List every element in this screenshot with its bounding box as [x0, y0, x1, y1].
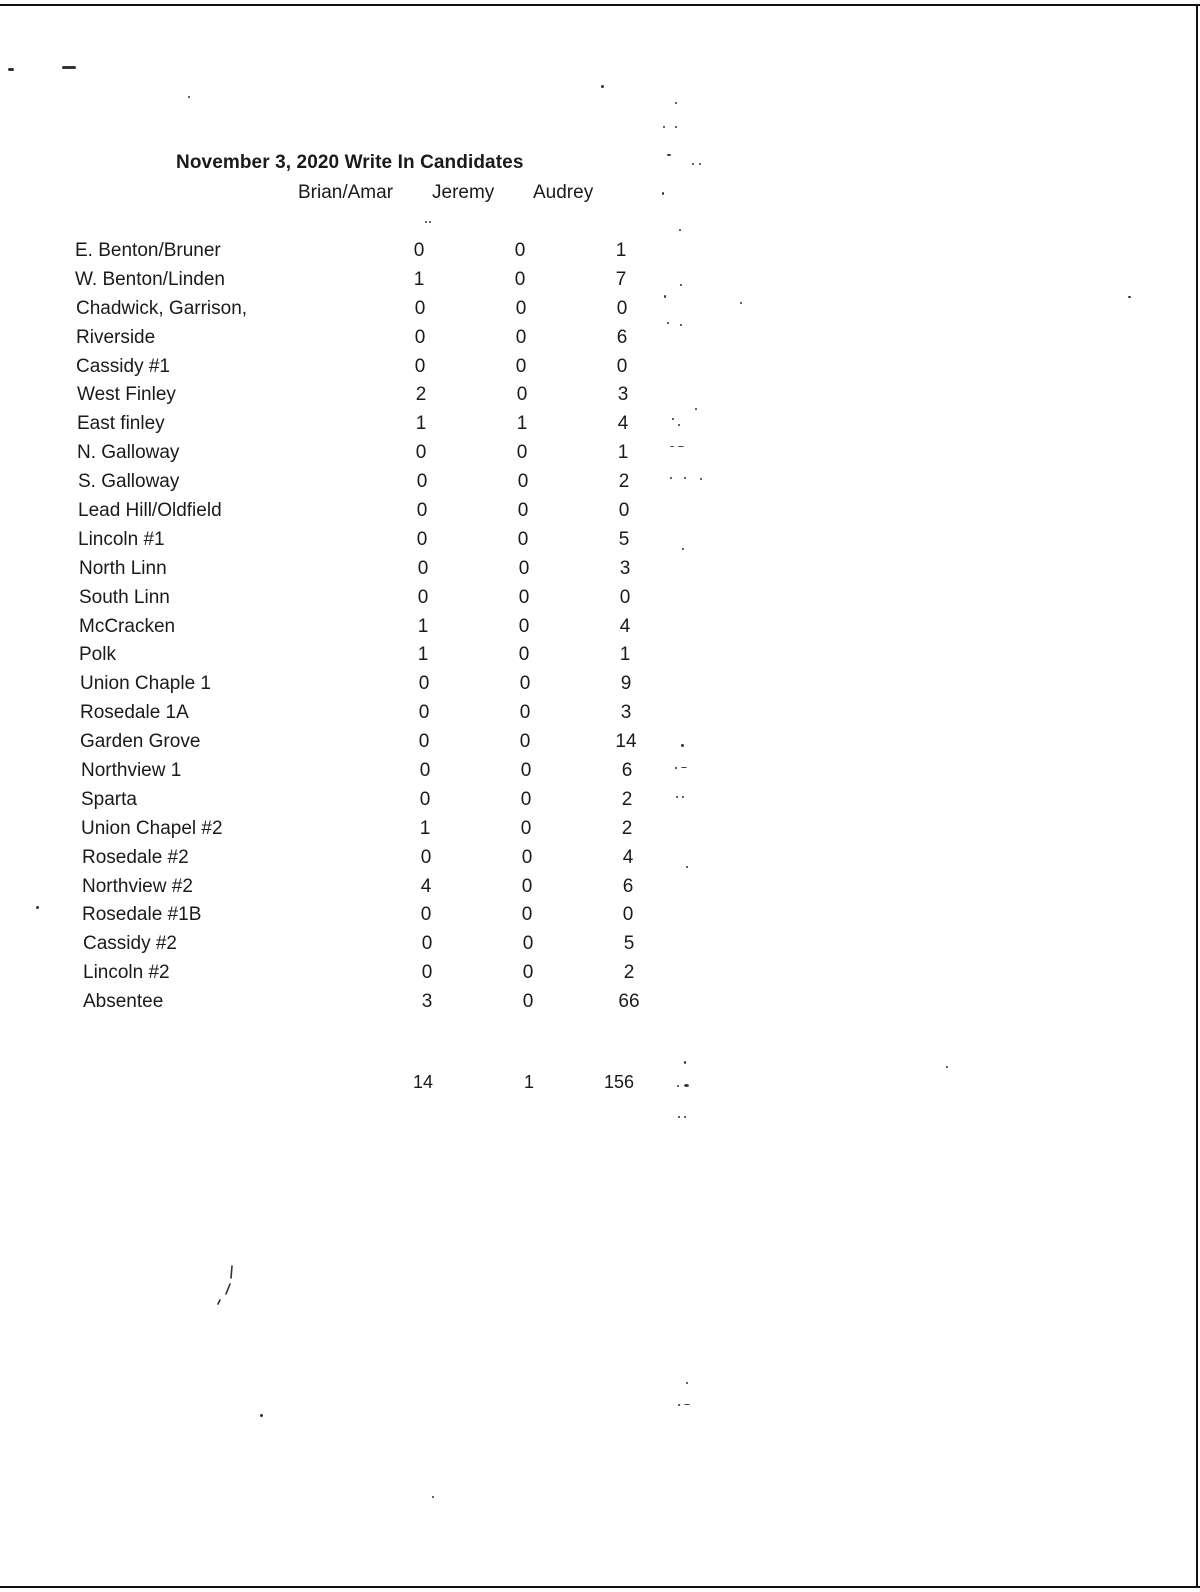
scan-speck — [667, 154, 671, 156]
scan-speck — [36, 906, 39, 909]
jeremy-count: 0 — [520, 788, 532, 810]
jeremy-count: 0 — [521, 875, 533, 897]
table-row — [0, 327, 760, 356]
precinct-name: Union Chaple 1 — [80, 673, 211, 695]
brian-amar-count: 1 — [419, 817, 431, 839]
precinct-name: West Finley — [77, 384, 176, 406]
jeremy-count: 0 — [518, 615, 530, 637]
brian-amar-count: 1 — [413, 268, 425, 290]
audrey-count: 4 — [619, 615, 631, 637]
scan-speck — [260, 1414, 263, 1417]
precinct-name: S. Galloway — [78, 471, 180, 493]
scan-speck — [684, 1404, 690, 1405]
table-row — [0, 673, 760, 702]
brian-amar-count: 2 — [415, 384, 427, 406]
precinct-name: Rosedale 1A — [80, 702, 189, 724]
audrey-count: 0 — [616, 297, 628, 319]
scan-speck — [678, 446, 684, 447]
page-border-top — [0, 4, 1200, 6]
audrey-count: 4 — [617, 413, 629, 435]
scan-speck — [663, 126, 665, 128]
column-header-brian-amar: Brian/Amar — [298, 182, 394, 203]
scan-speck — [188, 96, 190, 98]
brian-amar-count: 0 — [414, 297, 426, 319]
brian-amar-count: 0 — [420, 904, 432, 926]
jeremy-count: 0 — [519, 702, 531, 724]
brian-amar-count: 0 — [416, 500, 428, 522]
audrey-count: 6 — [616, 326, 628, 348]
table-row — [0, 471, 760, 500]
totals-row — [0, 1072, 760, 1098]
audrey-count: 6 — [622, 875, 634, 897]
audrey-count: 3 — [619, 557, 631, 579]
table-row — [0, 384, 760, 413]
precinct-name: South Linn — [79, 586, 170, 608]
scan-speck — [946, 1066, 948, 1068]
total-brian-amar: 14 — [412, 1072, 434, 1092]
scan-speck — [695, 408, 697, 410]
jeremy-count: 0 — [520, 817, 532, 839]
audrey-count: 1 — [615, 240, 627, 261]
audrey-count: 14 — [615, 731, 637, 753]
scan-speck — [684, 1084, 689, 1087]
audrey-count: 5 — [618, 528, 630, 550]
brian-amar-count: 0 — [421, 962, 433, 984]
scan-speck — [700, 478, 702, 480]
audrey-count: 0 — [616, 355, 628, 377]
table-row — [0, 558, 760, 587]
table-row — [0, 500, 760, 529]
scan-speck — [670, 477, 672, 479]
scan-speck — [425, 221, 427, 223]
scan-speck — [677, 1085, 679, 1087]
brian-amar-count: 0 — [414, 355, 426, 377]
audrey-count: 2 — [621, 817, 633, 839]
audrey-count: 1 — [619, 644, 631, 666]
table-row — [0, 818, 760, 847]
audrey-count: 0 — [618, 500, 630, 522]
scan-speck — [8, 68, 14, 71]
brian-amar-count: 0 — [419, 760, 431, 782]
table-row — [0, 876, 760, 905]
jeremy-count: 0 — [517, 500, 529, 522]
precinct-name: Lincoln #1 — [78, 528, 165, 550]
precinct-name: East finley — [77, 413, 165, 435]
audrey-count: 2 — [618, 471, 630, 493]
audrey-count: 0 — [619, 586, 631, 608]
precinct-name: Garden Grove — [80, 731, 201, 753]
page-border-bottom — [0, 1586, 1200, 1588]
precinct-name: Sparta — [81, 788, 137, 810]
jeremy-count: 0 — [517, 471, 529, 493]
scan-speck — [684, 1061, 686, 1064]
scan-speck — [682, 796, 684, 798]
jeremy-count: 0 — [519, 673, 531, 695]
brian-amar-count: 1 — [417, 644, 429, 666]
audrey-count: 6 — [621, 760, 633, 782]
table-row — [0, 442, 760, 471]
precinct-name: Cassidy #1 — [76, 355, 170, 377]
brian-amar-count: 0 — [418, 702, 430, 724]
audrey-count: 3 — [617, 384, 629, 406]
jeremy-count: 0 — [519, 731, 531, 753]
audrey-count: 1 — [617, 442, 629, 464]
scan-speck — [675, 767, 677, 769]
scan-speck — [682, 548, 684, 550]
jeremy-count: 1 — [516, 413, 528, 435]
brian-amar-count: 0 — [416, 528, 428, 550]
scan-speck — [432, 1496, 434, 1498]
table-row — [0, 991, 760, 1020]
page-border-right — [1196, 4, 1198, 1588]
jeremy-count: 0 — [521, 904, 533, 926]
table-row — [0, 616, 760, 645]
table-row — [0, 269, 760, 298]
brian-amar-count: 1 — [417, 615, 429, 637]
scan-speck — [740, 302, 742, 304]
brian-amar-count: 0 — [416, 471, 428, 493]
scan-speck — [670, 446, 674, 447]
total-audrey: 156 — [603, 1072, 635, 1092]
audrey-count: 9 — [620, 673, 632, 695]
table-row — [0, 760, 760, 789]
scan-speck — [678, 424, 680, 426]
jeremy-count: 0 — [520, 760, 532, 782]
jeremy-count: 0 — [515, 355, 527, 377]
scan-speck — [676, 796, 678, 798]
scan-speck — [692, 163, 694, 165]
audrey-count: 0 — [622, 904, 634, 926]
jeremy-count: 0 — [521, 846, 533, 868]
scan-speck — [662, 192, 664, 195]
table-row — [0, 240, 760, 269]
precinct-name: Union Chapel #2 — [81, 817, 223, 839]
table-row — [0, 789, 760, 818]
brian-amar-count: 1 — [415, 413, 427, 435]
total-jeremy: 1 — [523, 1072, 534, 1092]
brian-amar-count: 3 — [421, 991, 433, 1013]
document-title: November 3, 2020 Write In Candidates — [176, 152, 524, 173]
audrey-count: 4 — [622, 846, 634, 868]
precinct-name: Polk — [79, 644, 116, 666]
scan-speck — [681, 767, 687, 768]
scan-speck — [675, 126, 677, 128]
scan-speck — [1128, 296, 1131, 298]
brian-amar-count: 0 — [417, 586, 429, 608]
brian-amar-count: 0 — [415, 442, 427, 464]
scan-speck — [678, 1116, 680, 1118]
table-row — [0, 904, 760, 933]
brian-amar-count: 0 — [420, 846, 432, 868]
jeremy-count: 0 — [514, 240, 526, 261]
scan-speck — [686, 1382, 688, 1384]
audrey-count: 3 — [620, 702, 632, 724]
precinct-name: Cassidy #2 — [83, 933, 177, 955]
precinct-name: E. Benton/Bruner — [75, 240, 221, 261]
scan-speck — [667, 322, 669, 324]
scan-speck — [601, 85, 604, 88]
table-row — [0, 644, 760, 673]
jeremy-count: 0 — [515, 326, 527, 348]
scan-speck — [664, 295, 666, 298]
scan-speck — [699, 163, 701, 165]
scan-speck — [686, 866, 688, 868]
scan-speck — [681, 744, 684, 747]
scan-speck — [62, 66, 76, 69]
pen-mark — [210, 1260, 240, 1308]
jeremy-count: 0 — [516, 442, 528, 464]
table-row — [0, 298, 760, 327]
table-row — [0, 962, 760, 991]
precinct-name: Lincoln #2 — [83, 962, 170, 984]
brian-amar-count: 0 — [418, 731, 430, 753]
brian-amar-count: 0 — [418, 673, 430, 695]
audrey-count: 5 — [623, 933, 635, 955]
scan-speck — [684, 1116, 686, 1118]
audrey-count: 7 — [615, 268, 627, 290]
precinct-name: Riverside — [76, 326, 156, 348]
jeremy-count: 0 — [515, 297, 527, 319]
column-header-jeremy: Jeremy — [432, 182, 495, 203]
audrey-count: 66 — [618, 991, 640, 1013]
precinct-name: McCracken — [79, 615, 176, 637]
column-header-audrey: Audrey — [533, 182, 594, 203]
precinct-name: North Linn — [79, 557, 167, 579]
precinct-name: Absentee — [83, 991, 164, 1013]
jeremy-count: 0 — [516, 384, 528, 406]
precinct-name: Rosedale #1B — [82, 904, 202, 926]
jeremy-count: 0 — [514, 268, 526, 290]
jeremy-count: 0 — [518, 557, 530, 579]
scan-speck — [429, 221, 431, 223]
scan-speck — [679, 229, 681, 231]
precinct-name: Chadwick, Garrison, — [76, 297, 248, 319]
precinct-name: Rosedale #2 — [82, 846, 189, 868]
brian-amar-count: 0 — [414, 326, 426, 348]
precinct-name: W. Benton/Linden — [75, 268, 225, 290]
precinct-name: Northview #2 — [82, 875, 193, 897]
precinct-name: Northview 1 — [81, 760, 182, 782]
brian-amar-count: 0 — [421, 933, 433, 955]
table-row — [0, 413, 760, 442]
results-table — [0, 240, 760, 1020]
precinct-name: Lead Hill/Oldfield — [78, 500, 222, 522]
table-row — [0, 847, 760, 876]
jeremy-count: 0 — [522, 962, 534, 984]
table-row — [0, 587, 760, 616]
scan-speck — [684, 477, 686, 479]
table-row — [0, 529, 760, 558]
table-row — [0, 933, 760, 962]
table-row — [0, 356, 760, 385]
brian-amar-count: 4 — [420, 875, 432, 897]
scan-speck — [680, 284, 682, 286]
brian-amar-count: 0 — [419, 788, 431, 810]
jeremy-count: 0 — [518, 586, 530, 608]
brian-amar-count: 0 — [413, 240, 425, 261]
table-row — [0, 702, 760, 731]
scan-speck — [675, 102, 677, 104]
precinct-name: N. Galloway — [77, 442, 180, 464]
scan-speck — [672, 418, 674, 420]
jeremy-count: 0 — [522, 933, 534, 955]
table-row — [0, 731, 760, 760]
scan-speck — [680, 324, 682, 326]
scan-speck — [678, 1404, 680, 1406]
brian-amar-count: 0 — [417, 557, 429, 579]
audrey-count: 2 — [623, 962, 635, 984]
jeremy-count: 0 — [522, 991, 534, 1013]
jeremy-count: 0 — [518, 644, 530, 666]
jeremy-count: 0 — [517, 528, 529, 550]
audrey-count: 2 — [621, 788, 633, 810]
